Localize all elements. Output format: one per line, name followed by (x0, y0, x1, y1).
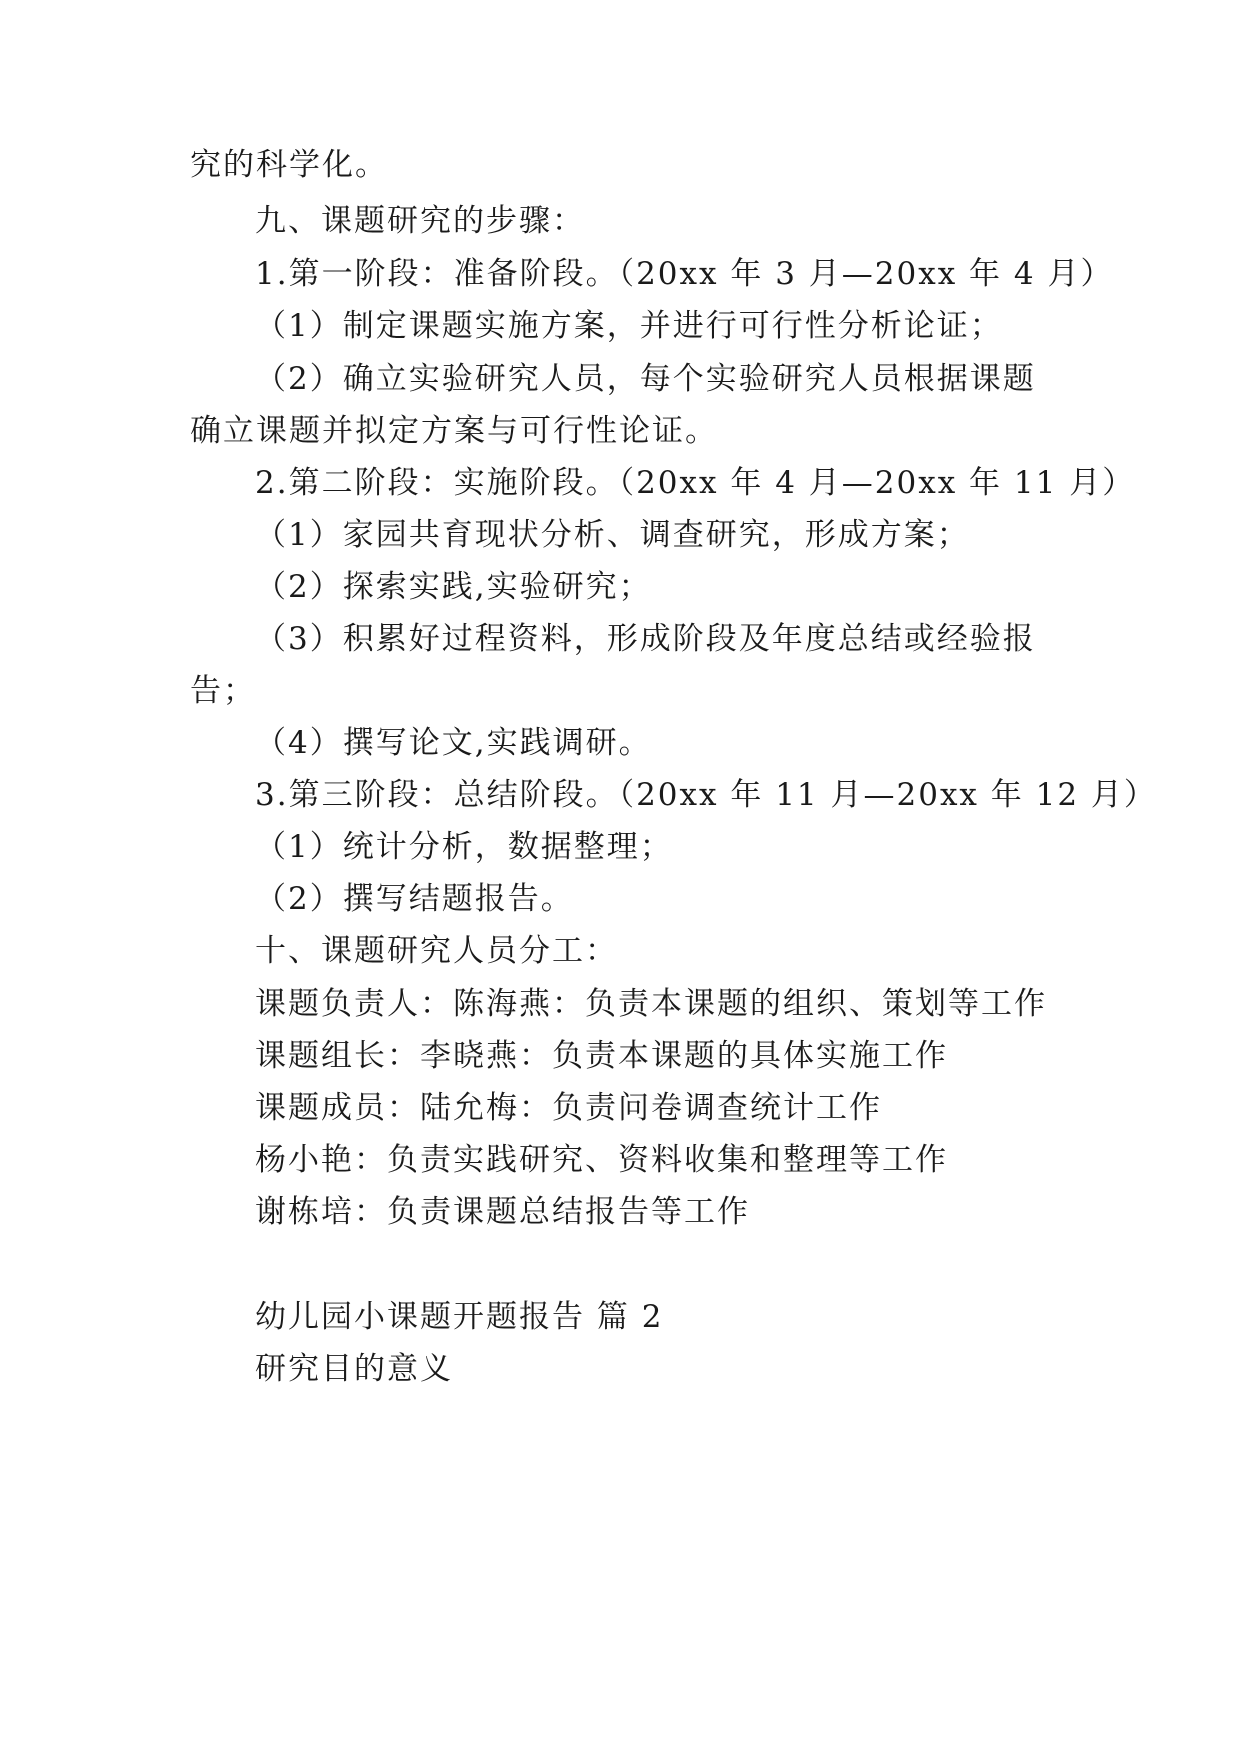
text-line: 谢栋培：负责课题总结报告等工作 (255, 1194, 750, 1230)
text-line: 究的科学化。 (190, 147, 388, 183)
text-line: （2）撰写结题报告。 (255, 881, 574, 917)
text-line: （1）家园共育现状分析、调查研究，形成方案； (255, 517, 970, 553)
document-subtitle: 幼儿园小课题开题报告 篇 2 (255, 1299, 664, 1335)
section-heading: 十、课题研究人员分工： (255, 933, 618, 969)
text-line: 2.第二阶段：实施阶段。（20xx 年 4 月—20xx 年 11 月） (255, 465, 1136, 501)
text-line: 课题组长：李晓燕：负责本课题的具体实施工作 (255, 1038, 948, 1074)
text-line: 课题成员：陆允梅：负责问卷调查统计工作 (255, 1090, 882, 1126)
text-line: （1）统计分析，数据整理； (255, 829, 673, 865)
text-line: 1.第一阶段：准备阶段。（20xx 年 3 月—20xx 年 4 月） (255, 256, 1114, 292)
text-line: （4）撰写论文,实践调研。 (255, 725, 652, 761)
text-line: 3.第三阶段：总结阶段。（20xx 年 11 月—20xx 年 12 月） (255, 777, 1157, 813)
text-line: 确立课题并拟定方案与可行性论证。 (190, 413, 718, 449)
text-line: 课题负责人：陈海燕：负责本课题的组织、策划等工作 (255, 986, 1047, 1022)
text-line: （1）制定课题实施方案，并进行可行性分析论证； (255, 308, 1003, 344)
text-line: （2）确立实验研究人员，每个实验研究人员根据课题 (255, 361, 1036, 397)
text-line: 杨小艳：负责实践研究、资料收集和整理等工作 (255, 1142, 948, 1178)
section-heading: 研究目的意义 (255, 1351, 453, 1387)
text-line: 告； (190, 673, 256, 709)
text-line: （2）探索实践,实验研究； (255, 569, 652, 605)
section-heading: 九、课题研究的步骤： (255, 203, 585, 239)
text-line: （3）积累好过程资料，形成阶段及年度总结或经验报 (255, 621, 1036, 657)
